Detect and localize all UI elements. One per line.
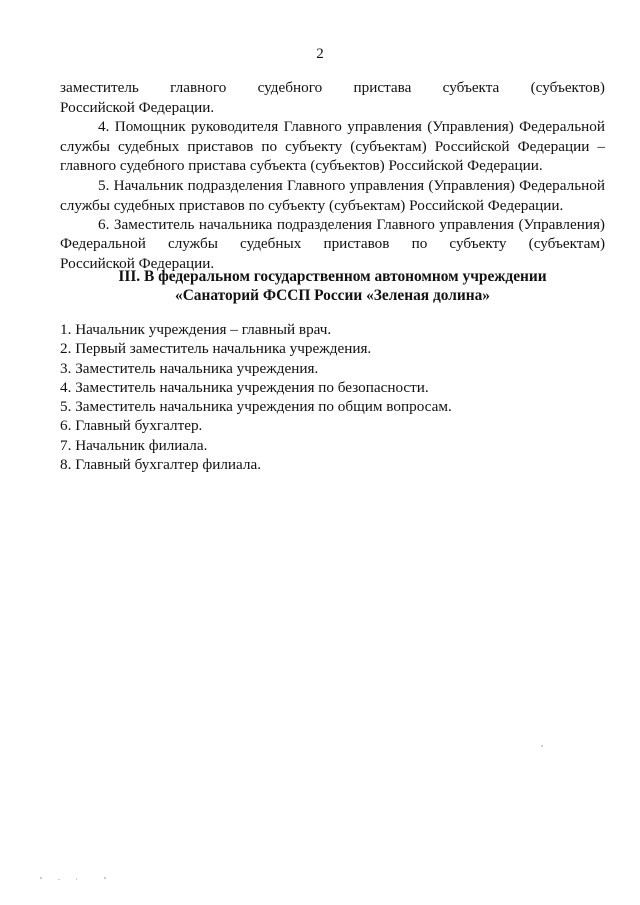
position-list xyxy=(60,320,605,474)
paragraph-line: заместитель главного судебного пристава субъекта (субъектов) xyxy=(60,79,605,96)
scan-speck xyxy=(76,878,77,880)
list-item: 7. Начальник филиала. xyxy=(60,436,208,454)
section-heading-line: III. В федеральном государственном автономном учреждении xyxy=(118,268,547,285)
paragraph-line: службы судебных приставов по субъекту (субъектам) Российской Федерации – xyxy=(60,137,605,155)
page-number: 2 xyxy=(316,46,324,62)
paragraph-line: 4. Помощник руководителя Главного управления (Управления) Федеральной xyxy=(98,118,605,135)
list-item: 6. Главный бухгалтер. xyxy=(60,417,203,435)
paragraph-item-6 xyxy=(60,195,605,273)
list-item: 8. Главный бухгалтер филиала. xyxy=(60,456,262,474)
scan-speck xyxy=(40,877,42,879)
paragraph-line: Федеральной службы судебных приставов по субъекту (субъектам) xyxy=(60,235,605,252)
paragraph-item-4 xyxy=(60,117,605,176)
scan-speck xyxy=(541,745,543,747)
section-heading xyxy=(60,267,605,305)
paragraph-line: Российской Федерации. xyxy=(60,98,215,116)
paragraph-line: 6. Заместитель начальника подразделения Главного управления (Управления) xyxy=(98,215,605,233)
paragraph-line: главного судебного пристава субъекта (субъектов) Российской Федерации. xyxy=(60,157,543,174)
list-item: 4. Заместитель начальника учреждения по безопасности. xyxy=(60,378,429,396)
paragraph-line: Российской Федерации. xyxy=(60,254,215,272)
list-item: 1. Начальник учреждения – главный врач. xyxy=(60,321,332,338)
section-heading-line: «Санаторий ФССП России «Зеленая долина» xyxy=(175,287,490,304)
paragraph-line: 5. Начальник подразделения Главного управления (Управления) Федеральной xyxy=(98,177,605,194)
list-item: 2. Первый заместитель начальника учреждения. xyxy=(60,340,372,358)
paragraph-line: службы судебных приставов по субъекту (субъектам) Российской Федерации. xyxy=(60,196,564,214)
scan-speck xyxy=(104,877,106,879)
list-item: 5. Заместитель начальника учреждения по общим вопросам. xyxy=(60,398,452,416)
scan-speck xyxy=(58,879,60,880)
paragraph-item-3-continuation xyxy=(60,78,605,117)
list-item: 3. Заместитель начальника учреждения. xyxy=(60,359,319,377)
